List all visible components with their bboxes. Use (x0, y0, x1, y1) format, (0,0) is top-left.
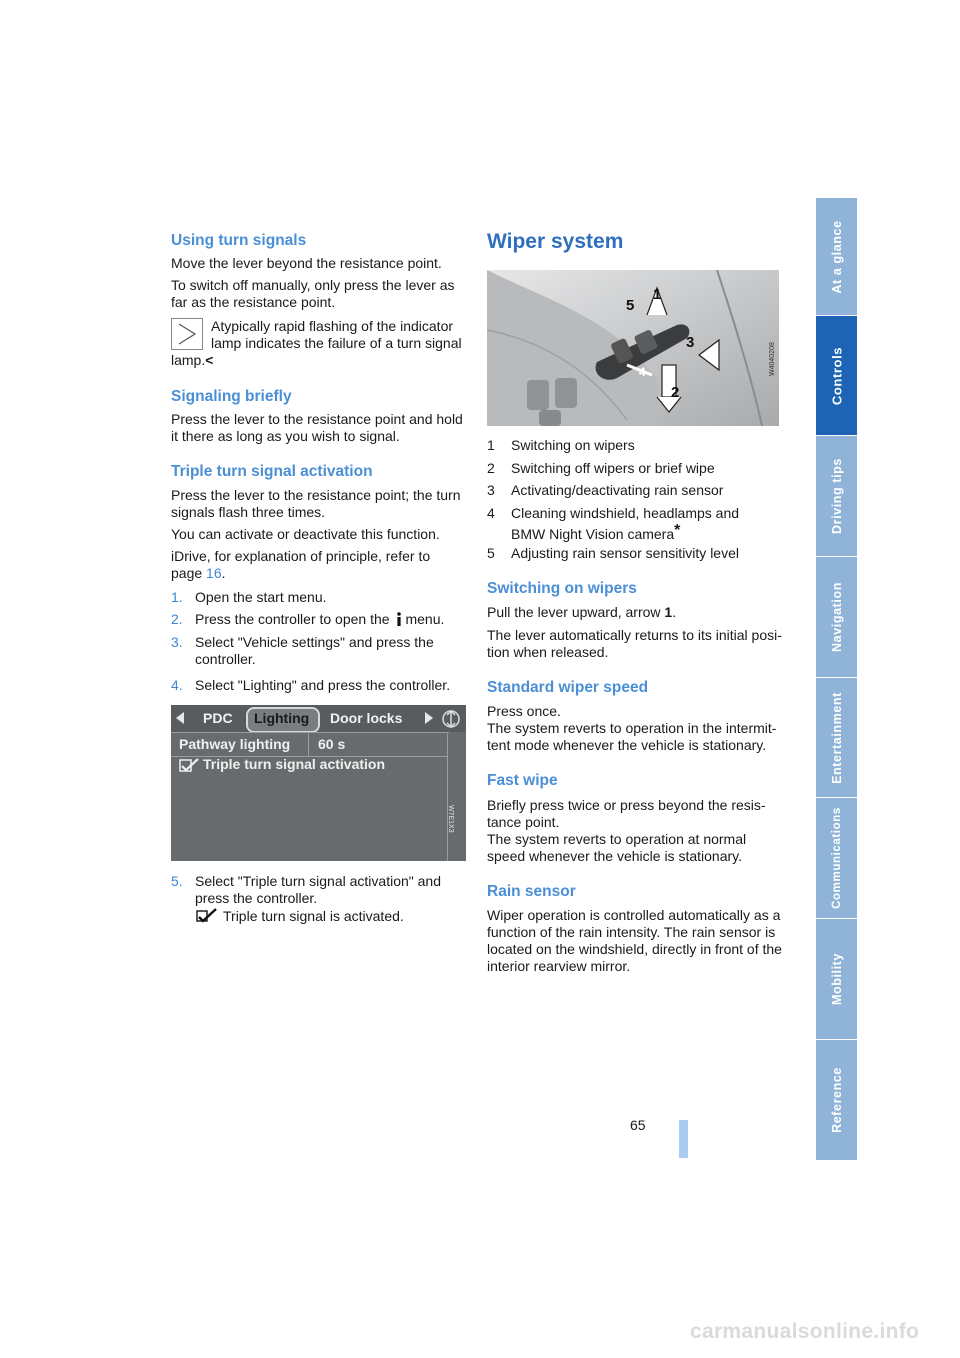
tab-controls[interactable] (816, 316, 857, 436)
paragraph: You can activate or deactivate this function. (171, 526, 440, 542)
heading-rain-sensor: Rain sensor (487, 883, 576, 900)
note-line: Atypically rapid flashing of the indicator (211, 318, 454, 334)
step-text: press the controller. (195, 890, 318, 906)
paragraph (171, 565, 226, 583)
optional-equipment-star: * (674, 522, 681, 539)
paragraph: it there as long as you wish to signal. (171, 428, 400, 444)
checkbox-checked-icon (179, 758, 201, 774)
step-text: Select "Vehicle settings" and press the (195, 634, 434, 650)
item-text: Switching off wipers or brief wipe (511, 460, 715, 476)
idrive-tab-lighting: Lighting (254, 710, 310, 726)
idrive-lighting-screen (171, 705, 466, 861)
tab-label: Navigation (829, 582, 844, 652)
tab-navigation[interactable] (816, 557, 857, 678)
paragraph: Wiper operation is controlled automatically as a (487, 907, 781, 923)
idrive-row-pathway-lighting: Pathway lighting (179, 736, 291, 752)
step-text: Select "Lighting" and press the controller. (195, 677, 451, 693)
text: page (171, 565, 207, 581)
item-number: 4 (487, 505, 495, 521)
arrow-left-icon (175, 712, 185, 724)
step-1 (171, 589, 461, 607)
callout-4: 4 (639, 365, 646, 379)
paragraph (487, 604, 676, 622)
divider (308, 732, 309, 756)
heading-triple-turn-signal: Triple turn signal activation (171, 463, 373, 480)
wiper-item-2 (487, 460, 779, 478)
step-number: 3. (171, 634, 183, 650)
divider (447, 732, 448, 861)
tab-label: At a glance (829, 219, 844, 294)
item-text: Adjusting rain sensor sensitivity level (511, 545, 739, 561)
paragraph: tent mode whenever the vehicle is stationary. (487, 737, 767, 753)
step-3 (171, 634, 461, 670)
watermark: carmanualsonline.info (690, 1320, 920, 1343)
paragraph: Move the lever beyond the resistance point. (171, 255, 442, 271)
paragraph: function of the rain intensity. The rain sensor is (487, 924, 776, 940)
step-text: menu. (405, 611, 445, 627)
note-triangle-icon (171, 318, 203, 350)
step-number: 2. (171, 611, 183, 627)
item-text: Activating/deactivating rain sensor (511, 482, 724, 498)
item-number: 3 (487, 482, 495, 498)
callout-5: 5 (626, 297, 635, 314)
paragraph: The system reverts to operation in the intermit- (487, 720, 777, 736)
arrow-right-icon (424, 712, 434, 724)
step-text: controller. (195, 651, 256, 667)
callout-1: 1 (653, 286, 662, 303)
text: . (221, 565, 226, 581)
heading-using-turn-signals: Using turn signals (171, 232, 307, 249)
page-number: 65 (630, 1117, 646, 1133)
tab-at-a-glance[interactable] (816, 198, 857, 316)
item-number: 1 (487, 437, 495, 453)
step-4 (171, 677, 463, 695)
paragraph: Press the lever to the resistance point; the turn (171, 487, 461, 503)
paragraph: Press the lever to the resistance point and hold (171, 411, 463, 427)
image-code: W4040208 (769, 342, 776, 376)
tab-mobility[interactable] (816, 919, 857, 1040)
idrive-tab-pdc: PDC (203, 710, 233, 726)
paragraph: The lever automatically returns to its initial posi- (487, 627, 782, 643)
wiper-photo-graphic (487, 270, 779, 426)
paragraph: speed whenever the vehicle is stationary. (487, 848, 742, 864)
note-text: lamp. (171, 352, 206, 368)
wiper-lever-photo (487, 270, 779, 426)
idrive-tab-door-locks: Door locks (330, 710, 403, 726)
wiper-item-1 (487, 437, 779, 455)
step-number: 4. (171, 677, 183, 693)
paragraph: signals flash three times. (171, 504, 326, 520)
heading-wiper-system: Wiper system (487, 230, 624, 253)
callout-3: 3 (686, 334, 695, 351)
tab-entertainment[interactable] (816, 678, 857, 798)
divider (171, 732, 449, 733)
tab-driving-tips[interactable] (816, 436, 857, 557)
item-number: 2 (487, 460, 495, 476)
wiper-item-5 (487, 545, 779, 563)
idrive-row-value: 60 s (318, 736, 346, 752)
tab-label: Driving tips (829, 458, 844, 534)
paragraph: located on the windshield, directly in front of the (487, 941, 782, 957)
note-end-mark: < (205, 352, 214, 368)
tab-label: Reference (829, 1067, 844, 1133)
step-text: Press the controller to open the (195, 611, 390, 627)
tab-label: Communications (830, 807, 843, 909)
tab-label: Controls (829, 346, 844, 405)
heading-standard-wiper-speed: Standard wiper speed (487, 679, 649, 696)
wiper-item-3 (487, 482, 779, 500)
checkmark-icon (196, 908, 218, 924)
paragraph: The system reverts to operation at normal (487, 831, 747, 847)
paragraph: Press once. (487, 703, 561, 719)
tab-label: Mobility (829, 952, 844, 1006)
heading-signaling-briefly: Signaling briefly (171, 388, 292, 405)
idrive-row-triple-turn-signal: Triple turn signal activation (203, 756, 386, 772)
controller-icon (441, 708, 461, 730)
step-text: Select "Triple turn signal activation" and (195, 873, 441, 889)
text: . (672, 604, 677, 620)
paragraph: interior rearview mirror. (487, 958, 631, 974)
step-5 (171, 873, 463, 927)
paragraph: Briefly press twice or press beyond the resis- (487, 797, 766, 813)
paragraph: To switch off manually, only press the lever as (171, 277, 455, 293)
step-text: Open the start menu. (195, 589, 327, 605)
info-i-icon (395, 612, 403, 626)
item-text: Cleaning windshield, headlamps and (511, 505, 740, 521)
tab-reference[interactable] (816, 1040, 857, 1161)
callout-2: 2 (671, 384, 680, 401)
page-marker-bar (679, 1120, 688, 1158)
tab-label: Entertainment (829, 691, 844, 784)
step-number: 1. (171, 589, 183, 605)
wiper-item-4 (487, 505, 779, 541)
item-text: BMW Night Vision camera (511, 526, 675, 542)
paragraph: tance point. (487, 814, 560, 830)
step-text: Triple turn signal is activated. (223, 908, 404, 924)
step-number: 5. (171, 873, 183, 889)
paragraph: tion when released. (487, 644, 609, 660)
item-text: Switching on wipers (511, 437, 635, 453)
note-line (171, 352, 213, 370)
paragraph: far as the resistance point. (171, 294, 336, 310)
step-2 (171, 611, 461, 629)
image-code: W7E1X3 (447, 805, 454, 833)
tab-communications[interactable] (816, 798, 857, 919)
arrow-number: 1 (664, 604, 673, 620)
heading-switching-on-wipers: Switching on wipers (487, 580, 637, 597)
paragraph: iDrive, for explanation of principle, refer to (171, 548, 431, 564)
item-number: 5 (487, 545, 495, 561)
note-line: lamp indicates the failure of a turn signal (211, 335, 462, 351)
page-link[interactable]: 16 (206, 565, 222, 581)
heading-fast-wipe: Fast wipe (487, 772, 558, 789)
text: Pull the lever upward, arrow (487, 604, 665, 620)
